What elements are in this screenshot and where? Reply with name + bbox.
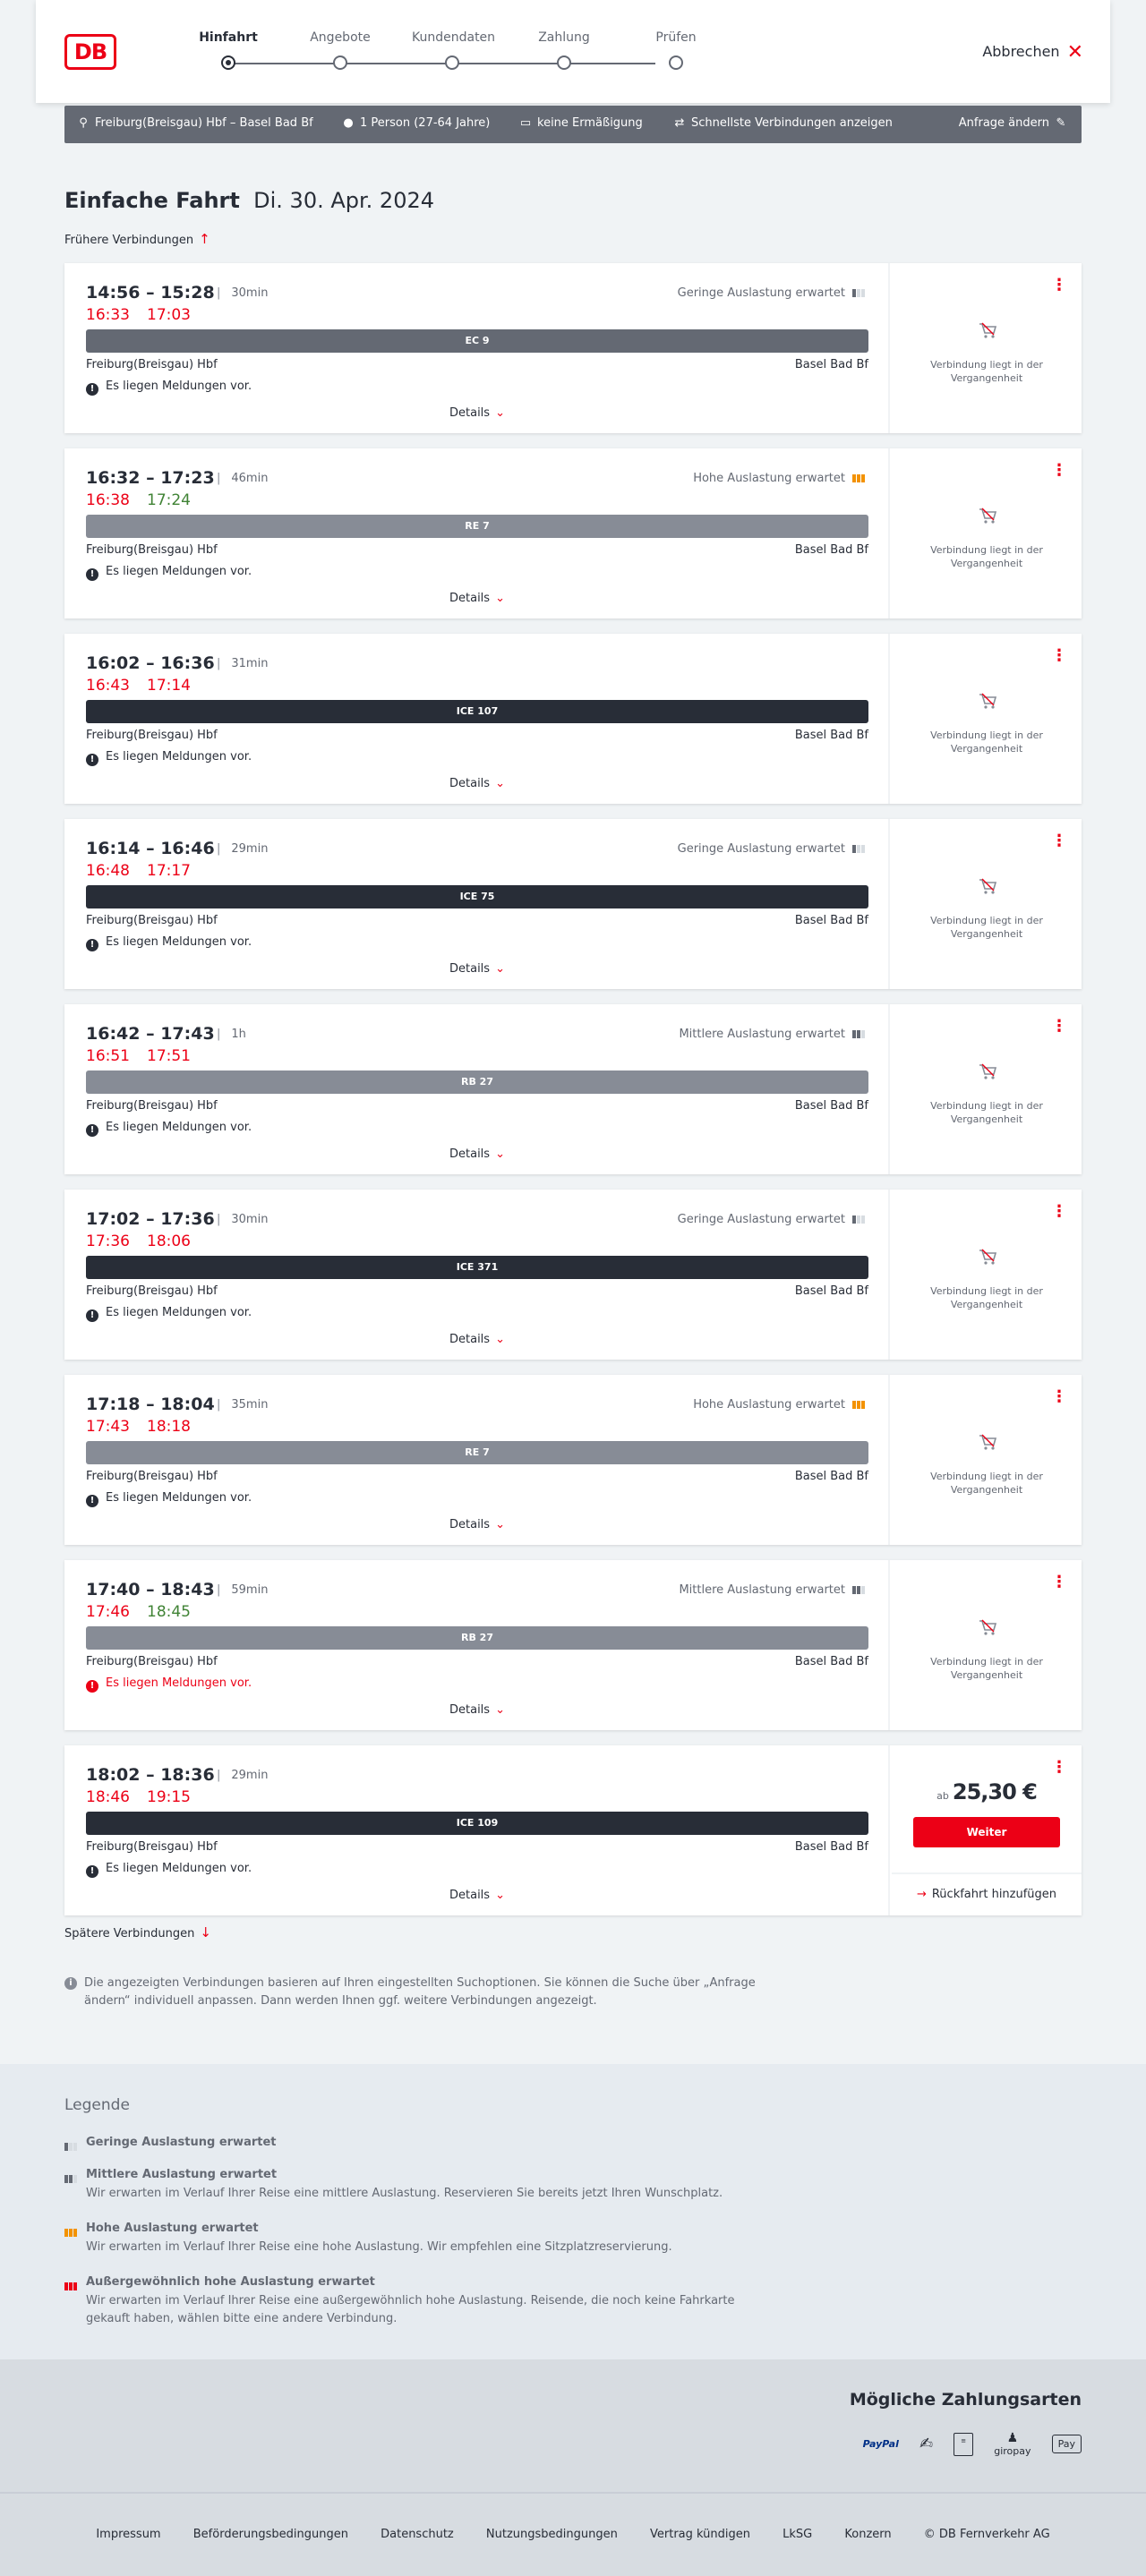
info-icon: i [64, 1977, 77, 1990]
card-icon: ▭ [519, 116, 532, 130]
stations [86, 1470, 868, 1483]
chevron-down-icon: ⌄ [495, 962, 505, 976]
connection-card[interactable] [64, 1560, 1082, 1730]
realtime-departure: 16:33 [86, 306, 130, 324]
exclamation-icon: ! [86, 1495, 98, 1507]
step-zahlung [524, 30, 604, 48]
load-indicator [678, 842, 868, 856]
legend-item-desc: Wir erwarten im Verlauf Ihrer Reise eine hohe Auslastung. Wir empfehlen eine Sitzplatzreservierung. [86, 2240, 672, 2254]
footer-link-datenschutz[interactable]: Datenschutz [381, 2528, 454, 2541]
change-search-label: Anfrage ändern [958, 116, 1049, 130]
details-toggle[interactable] [64, 1518, 890, 1531]
creditcard-icon: ✍ [919, 2435, 934, 2453]
connection-details [64, 634, 890, 804]
step-pruefen [636, 30, 716, 48]
scheduled-times: 16:02 – 16:36 [86, 653, 215, 673]
applepay-label: Pay [1057, 2438, 1075, 2450]
notice-message [86, 1121, 252, 1137]
arrival-station: Basel Bad Bf [794, 358, 868, 371]
details-label: Details [449, 1147, 491, 1161]
realtime-departure: 18:46 [86, 1788, 130, 1806]
stations [86, 358, 868, 371]
connection-details [64, 263, 890, 433]
connection-card[interactable] [64, 1745, 1082, 1915]
notice-message [86, 380, 252, 396]
notice-text: Es liegen Meldungen vor. [106, 750, 252, 763]
past-connection-note: Verbindung liegt in der Vergangenheit [930, 1471, 1043, 1496]
offer-panel [892, 1560, 1082, 1730]
load-indicator [693, 472, 868, 485]
load-indicator [679, 1583, 868, 1597]
cancel-label: Abbrechen [982, 43, 1060, 60]
earlier-connections-link[interactable] [64, 231, 210, 247]
shopping-cart-icon [978, 691, 997, 711]
legend-item-title: Geringe Auslastung erwartet [86, 2136, 277, 2149]
legend-item-title: Hohe Auslastung erwartet [86, 2222, 259, 2235]
past-connection-note: Verbindung liegt in der Vergangenheit [930, 1656, 1043, 1681]
realtime-arrival: 18:45 [147, 1603, 191, 1621]
chevron-down-icon: ⌄ [495, 1147, 505, 1161]
load-text: Geringe Auslastung erwartet [677, 1213, 845, 1226]
legend-section [0, 2064, 1146, 2359]
chevron-down-icon: ⌄ [495, 592, 505, 605]
connection-card[interactable] [64, 819, 1082, 989]
giropay-label: giropay [994, 2445, 1031, 2457]
offer-panel [892, 819, 1082, 989]
realtime-departure: 16:43 [86, 677, 130, 695]
connection-card[interactable] [64, 263, 1082, 433]
page-title [64, 188, 434, 213]
exclamation-icon: ! [86, 939, 98, 951]
scheduled-times: 16:14 – 16:46 [86, 839, 215, 858]
arrival-station: Basel Bad Bf [794, 1470, 868, 1483]
scheduled-times: 14:56 – 15:28 [86, 283, 215, 303]
details-label: Details [449, 1703, 491, 1717]
add-return-trip-button[interactable] [892, 1872, 1082, 1915]
more-options-icon[interactable]: ⋮ [1051, 646, 1067, 665]
scheduled-times: 18:02 – 18:36 [86, 1765, 215, 1785]
scheduled-times: 16:32 – 17:23 [86, 468, 215, 488]
load-level-icon [852, 1398, 868, 1412]
arrival-station: Basel Bad Bf [794, 543, 868, 557]
details-label: Details [449, 777, 491, 790]
duration: | 29min [217, 1769, 268, 1782]
paypal-icon: PayPal [862, 2438, 899, 2450]
notice-text: Es liegen Meldungen vor. [106, 565, 252, 578]
realtime-departure: 16:51 [86, 1047, 130, 1065]
notice-message [86, 1491, 252, 1507]
notice-message [86, 1676, 252, 1693]
realtime-arrival: 17:17 [147, 862, 191, 880]
legend-item-desc: Wir erwarten im Verlauf Ihrer Reise eine mittlere Auslastung. Reservieren Sie bereits jetzt Ihren Wunschplatz. [86, 2187, 723, 2200]
passenger-text: 1 Person (27-64 Jahre) [360, 116, 491, 130]
legend-item [64, 2168, 781, 2203]
footer-links [0, 2528, 1146, 2541]
person-icon: ● [343, 116, 354, 130]
more-options-icon[interactable]: ⋮ [1051, 1573, 1067, 1591]
footer-link-konzern[interactable]: Konzern [844, 2528, 892, 2541]
details-toggle[interactable] [64, 1703, 890, 1717]
info-text: Die angezeigten Verbindungen basieren auf Ihren eingestellten Suchoptionen. Sie können die Suche über „Anfrage ändern“ individuell anpassen. Dann werden Ihnen ggf. weitere Verbindungen angezeigt. [84, 1976, 756, 2008]
connection-details [64, 819, 890, 989]
shopping-cart-icon [978, 1432, 997, 1452]
exclamation-icon: ! [86, 383, 98, 396]
discount-summary [519, 116, 643, 130]
duration: | 30min [217, 286, 268, 300]
notice-message [86, 1306, 252, 1322]
connection-card[interactable] [64, 1004, 1082, 1174]
progress-steps [188, 30, 697, 75]
load-level-icon [852, 472, 868, 485]
more-options-icon[interactable]: ⋮ [1051, 1017, 1067, 1036]
step-label: Kundendaten [412, 30, 496, 45]
duration: | 29min [217, 842, 268, 856]
option-text: Schnellste Verbindungen anzeigen [691, 116, 893, 130]
details-label: Details [449, 1333, 491, 1346]
departure-station: Freiburg(Breisgau) Hbf [86, 914, 218, 927]
continue-button[interactable]: Weiter [913, 1817, 1060, 1847]
realtime-departure: 16:48 [86, 862, 130, 880]
notice-text: Es liegen Meldungen vor. [106, 935, 252, 949]
route-summary [77, 116, 313, 130]
train-bar[interactable]: ICE 107 [86, 700, 868, 723]
duration: | 35min [217, 1398, 268, 1412]
stations [86, 1099, 868, 1113]
realtime-arrival: 17:14 [147, 677, 191, 695]
arrow-right-icon: → [916, 1888, 927, 1901]
train-bar[interactable]: ICE 371 [86, 1256, 868, 1279]
load-text: Mittlere Auslastung erwartet [679, 1028, 845, 1041]
step-dot [221, 55, 235, 70]
applepay-icon [1052, 2435, 1082, 2453]
notice-message [86, 935, 252, 951]
realtime-arrival: 17:51 [147, 1047, 191, 1065]
connection-details [64, 1190, 890, 1360]
notice-message [86, 750, 252, 766]
more-options-icon[interactable]: ⋮ [1051, 1758, 1067, 1777]
realtime-arrival: 17:03 [147, 306, 191, 324]
load-text: Geringe Auslastung erwartet [677, 286, 845, 300]
departure-station: Freiburg(Breisgau) Hbf [86, 1284, 218, 1298]
details-label: Details [449, 1518, 491, 1531]
train-bar[interactable]: ICE 75 [86, 885, 868, 908]
invoice-icon: ≡ [954, 2433, 973, 2456]
load-text: Geringe Auslastung erwartet [677, 842, 845, 856]
price-prefix: ab [936, 1790, 949, 1802]
load-indicator [679, 1028, 868, 1041]
details-label: Details [449, 406, 491, 420]
legend-item-title: Mittlere Auslastung erwartet [86, 2168, 278, 2181]
top-navigation [36, 0, 1110, 103]
train-bar[interactable]: RB 27 [86, 1070, 868, 1094]
chevron-down-icon: ⌄ [495, 1333, 505, 1346]
scheduled-times: 16:42 – 17:43 [86, 1024, 215, 1044]
realtime-arrival: 18:06 [147, 1233, 191, 1250]
payment-icons [847, 2431, 1082, 2457]
legend-item-desc: Wir erwarten im Verlauf Ihrer Reise eine außergewöhnlich hohe Auslastung. Reisende, die noch keine Fahrkarte gekauft haben, wählen bitte eine andere Verbindung. [86, 2294, 735, 2325]
shopping-cart-icon [978, 1617, 997, 1637]
load-level-icon [852, 842, 868, 856]
legend-title: Legende [64, 2096, 130, 2114]
duration: | 31min [217, 657, 268, 670]
more-options-icon[interactable]: ⋮ [1051, 832, 1067, 850]
load-level-icon [64, 2277, 78, 2294]
step-dot [333, 55, 347, 70]
shopping-cart-icon [978, 876, 997, 896]
details-label: Details [449, 592, 491, 605]
footer-link-impressum[interactable]: Impressum [96, 2528, 161, 2541]
connection-card[interactable] [64, 634, 1082, 804]
passenger-summary [342, 116, 490, 130]
exclamation-icon: ! [86, 1309, 98, 1322]
load-level-icon [64, 2137, 78, 2154]
offer-panel [892, 448, 1082, 618]
realtime-arrival: 19:15 [147, 1788, 191, 1806]
details-toggle[interactable] [64, 592, 890, 605]
footer-link-befoerderung[interactable]: Beförderungsbedingungen [192, 2528, 348, 2541]
step-angebote [300, 30, 381, 48]
realtime-arrival: 18:18 [147, 1418, 191, 1436]
offer-panel [892, 263, 1082, 433]
train-bar[interactable]: ICE 109 [86, 1812, 868, 1835]
connection-card[interactable] [64, 1375, 1082, 1545]
realtime-arrival: 17:24 [147, 491, 191, 509]
notice-text: Es liegen Meldungen vor. [106, 1121, 252, 1134]
chevron-down-icon: ⌄ [495, 777, 505, 790]
connection-card[interactable] [64, 1190, 1082, 1360]
notice-text: Es liegen Meldungen vor. [106, 1306, 252, 1319]
price [892, 1779, 1082, 1804]
step-hinfahrt[interactable] [188, 30, 269, 48]
giropay-icon: ♟ giropay [994, 2431, 1031, 2457]
more-options-icon[interactable]: ⋮ [1051, 461, 1067, 480]
pencil-icon: ✎ [1056, 116, 1066, 130]
notice-text: Es liegen Meldungen vor. [106, 380, 252, 393]
trip-date: Di. 30. Apr. 2024 [253, 188, 434, 213]
details-label: Details [449, 962, 491, 976]
arrow-up-icon: ↑ [199, 231, 210, 247]
search-info-note [64, 1975, 763, 2010]
duration: | 59min [217, 1583, 268, 1597]
notice-message [86, 1862, 252, 1878]
arrow-down-icon: ↓ [200, 1924, 211, 1941]
duration: | 30min [217, 1213, 268, 1226]
chevron-down-icon: ⌄ [495, 1703, 505, 1717]
departure-station: Freiburg(Breisgau) Hbf [86, 1840, 218, 1854]
past-connection-note: Verbindung liegt in der Vergangenheit [930, 1100, 1043, 1125]
details-label: Details [449, 1889, 491, 1902]
step-label: Zahlung [538, 30, 590, 45]
notice-message [86, 565, 252, 581]
legend-item [64, 2136, 781, 2149]
departure-station: Freiburg(Breisgau) Hbf [86, 1099, 218, 1113]
return-label: Rückfahrt hinzufügen [931, 1888, 1057, 1901]
realtime-departure: 16:38 [86, 491, 130, 509]
more-options-icon[interactable]: ⋮ [1051, 276, 1067, 294]
chevron-down-icon: ⌄ [495, 1518, 505, 1531]
footer [0, 2492, 1146, 2576]
duration: | 46min [217, 472, 268, 485]
departure-station: Freiburg(Breisgau) Hbf [86, 729, 218, 742]
chevron-down-icon: ⌄ [495, 1889, 505, 1902]
scheduled-times: 17:02 – 17:36 [86, 1209, 215, 1229]
arrival-station: Basel Bad Bf [794, 1655, 868, 1668]
legend-item-title: Außergewöhnlich hohe Auslastung erwartet [86, 2275, 375, 2289]
stations [86, 543, 868, 557]
shopping-cart-icon [978, 320, 997, 340]
details-toggle[interactable] [64, 1147, 890, 1161]
footer-copyright: © DB Fernverkehr AG [923, 2528, 1050, 2541]
load-level-icon [852, 1028, 868, 1041]
past-connection-note: Verbindung liegt in der Vergangenheit [930, 544, 1043, 569]
more-options-icon[interactable]: ⋮ [1051, 1202, 1067, 1221]
exclamation-icon: ! [86, 1124, 98, 1137]
connection-details [64, 1560, 890, 1730]
payment-methods-section [0, 2359, 1146, 2492]
exclamation-icon: ! [86, 754, 98, 766]
legend-item [64, 2275, 781, 2328]
connection-details [64, 1375, 890, 1545]
load-text: Hohe Auslastung erwartet [693, 472, 845, 485]
load-level-icon [64, 2170, 78, 2187]
stations [86, 1840, 868, 1854]
arrival-station: Basel Bad Bf [794, 1284, 868, 1298]
offer-panel [892, 1745, 1082, 1915]
earlier-label: Frühere Verbindungen [64, 234, 194, 247]
trip-type: Einfache Fahrt [64, 188, 240, 213]
offer-panel [892, 1190, 1082, 1360]
connection-details [64, 1004, 890, 1174]
notice-text: Es liegen Meldungen vor. [106, 1862, 252, 1875]
shopping-cart-icon [978, 506, 997, 525]
db-logo[interactable]: DB [64, 34, 116, 70]
load-indicator [693, 1398, 868, 1412]
exclamation-icon: ! [86, 1865, 98, 1878]
connection-card[interactable] [64, 448, 1082, 618]
offer-panel [892, 1375, 1082, 1545]
load-level-icon [852, 1213, 868, 1226]
departure-station: Freiburg(Breisgau) Hbf [86, 1470, 218, 1483]
load-level-icon [852, 286, 868, 300]
shopping-cart-icon [978, 1062, 997, 1081]
load-level-icon [852, 1583, 868, 1597]
step-label: Angebote [310, 30, 371, 45]
location-pin-icon: ⚲ [79, 116, 88, 130]
route-text: Freiburg(Breisgau) Hbf – Basel Bad Bf [95, 116, 313, 130]
connection-details [64, 448, 890, 618]
legend-item [64, 2222, 781, 2256]
step-dot [557, 55, 571, 70]
later-label: Spätere Verbindungen [64, 1927, 195, 1941]
step-kundendaten [412, 30, 496, 48]
footer-link-kuendigen[interactable]: Vertrag kündigen [650, 2528, 750, 2541]
later-connections-link[interactable] [64, 1924, 211, 1941]
footer-link-lksg[interactable]: LkSG [783, 2528, 813, 2541]
stations [86, 1284, 868, 1298]
details-toggle[interactable] [64, 777, 890, 790]
shopping-cart-icon [978, 1247, 997, 1267]
details-toggle[interactable] [64, 962, 890, 976]
close-icon: ✕ [1066, 41, 1083, 64]
stations [86, 914, 868, 927]
stations [86, 1655, 868, 1668]
details-toggle[interactable] [64, 1333, 890, 1346]
arrival-station: Basel Bad Bf [794, 729, 868, 742]
train-bar[interactable]: EC 9 [86, 329, 868, 353]
more-options-icon[interactable]: ⋮ [1051, 1387, 1067, 1406]
discount-text: keine Ermäßigung [537, 116, 643, 130]
past-connection-note: Verbindung liegt in der Vergangenheit [930, 359, 1043, 384]
step-label: Prüfen [655, 30, 697, 45]
past-connection-note: Verbindung liegt in der Vergangenheit [930, 729, 1043, 755]
exclamation-icon: ! [86, 568, 98, 581]
progress-line [226, 63, 655, 64]
scheduled-times: 17:18 – 18:04 [86, 1395, 215, 1414]
change-search-button[interactable] [959, 116, 1067, 130]
payment-title: Mögliche Zahlungsarten [849, 2390, 1082, 2410]
arrival-station: Basel Bad Bf [794, 914, 868, 927]
exclamation-icon: ! [86, 1680, 98, 1693]
load-text: Hohe Auslastung erwartet [693, 1398, 845, 1412]
connection-details [64, 1745, 890, 1915]
swap-arrows-icon: ⇄ [674, 116, 685, 130]
load-text: Mittlere Auslastung erwartet [679, 1583, 845, 1597]
arrival-station: Basel Bad Bf [794, 1840, 868, 1854]
realtime-departure: 17:46 [86, 1603, 130, 1621]
offer-panel [892, 634, 1082, 804]
duration: | 1h [217, 1028, 246, 1041]
offer-panel [892, 1004, 1082, 1174]
train-bar[interactable]: RE 7 [86, 1441, 868, 1464]
details-toggle[interactable] [64, 1889, 890, 1902]
train-bar[interactable]: RB 27 [86, 1626, 868, 1650]
past-connection-note: Verbindung liegt in der Vergangenheit [930, 915, 1043, 940]
arrival-station: Basel Bad Bf [794, 1099, 868, 1113]
departure-station: Freiburg(Breisgau) Hbf [86, 358, 218, 371]
details-toggle[interactable] [64, 406, 890, 420]
step-label: Hinfahrt [199, 30, 258, 45]
load-indicator [678, 286, 868, 300]
option-summary [673, 116, 893, 130]
notice-text: Es liegen Meldungen vor. [106, 1491, 252, 1505]
stations [86, 729, 868, 742]
scheduled-times: 17:40 – 18:43 [86, 1580, 215, 1599]
departure-station: Freiburg(Breisgau) Hbf [86, 1655, 218, 1668]
footer-link-nutzung[interactable]: Nutzungsbedingungen [485, 2528, 618, 2541]
load-indicator [678, 1213, 868, 1226]
notice-text: Es liegen Meldungen vor. [106, 1676, 252, 1690]
chevron-down-icon: ⌄ [495, 406, 505, 420]
departure-station: Freiburg(Breisgau) Hbf [86, 543, 218, 557]
realtime-departure: 17:43 [86, 1418, 130, 1436]
train-bar[interactable]: RE 7 [86, 515, 868, 538]
cancel-button[interactable] [982, 41, 1083, 64]
search-summary-bar [64, 106, 1082, 143]
step-dot [669, 55, 683, 70]
price-value: 25,30 € [952, 1779, 1037, 1804]
load-level-icon [64, 2223, 78, 2240]
step-dot [445, 55, 459, 70]
realtime-departure: 17:36 [86, 1233, 130, 1250]
past-connection-note: Verbindung liegt in der Vergangenheit [930, 1285, 1043, 1310]
